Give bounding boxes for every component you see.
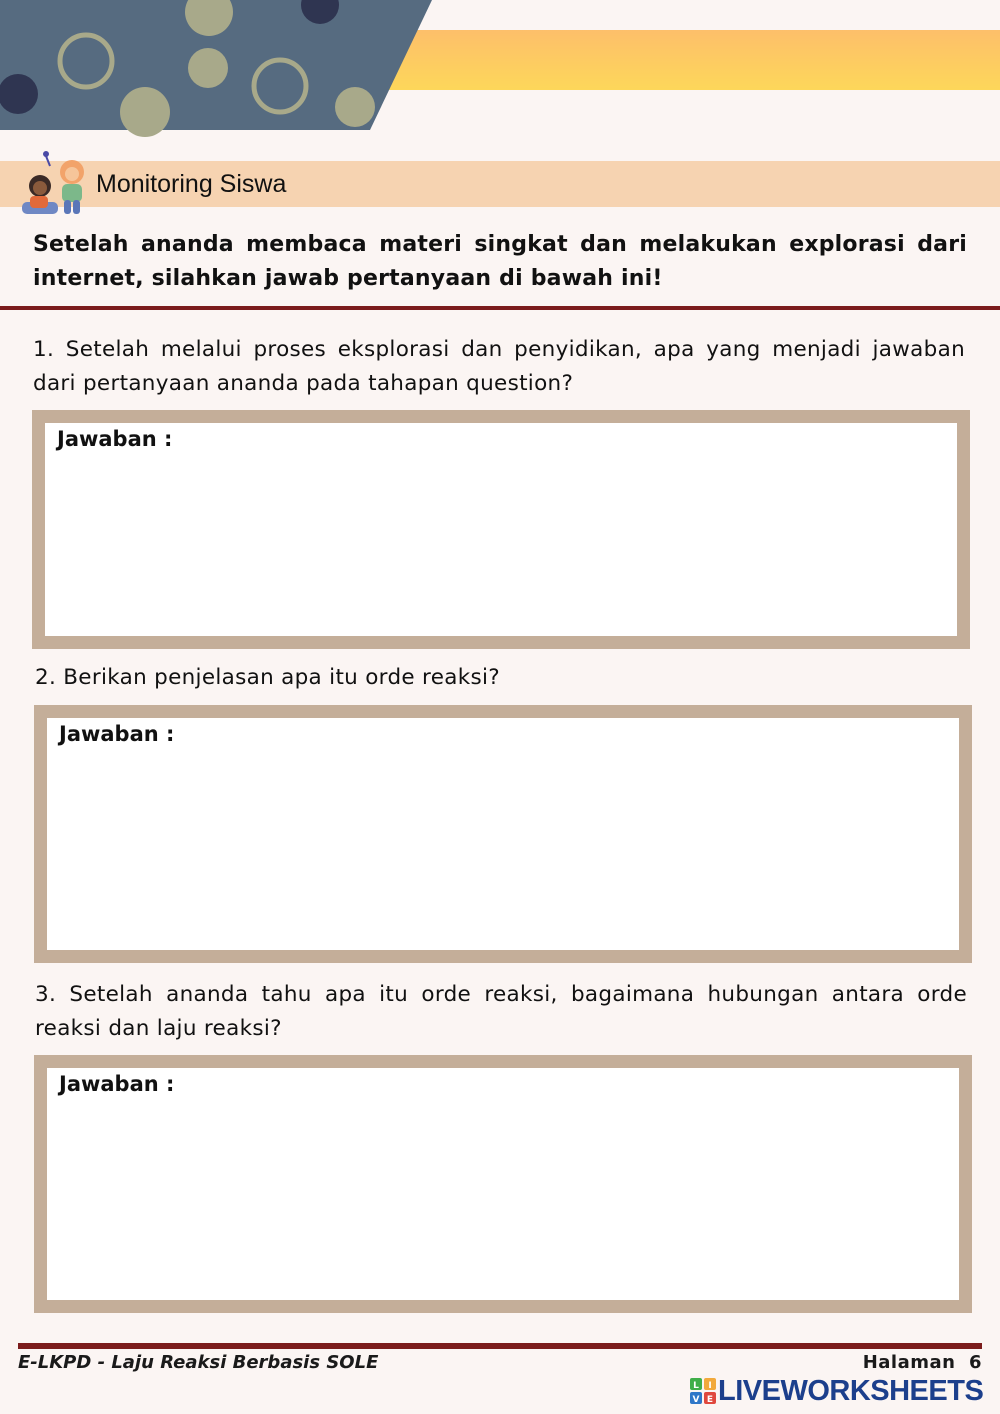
question-1: 1. Setelah melalui proses eksplorasi dan penyidikan, apa yang menjadi jawaban dari pertanyaan ananda pada tahapan question?: [33, 337, 965, 396]
liveworksheets-wordmark: LIVEWORKSHEETS: [718, 1375, 984, 1407]
children-illustration: [20, 150, 92, 218]
section-title: Monitoring Siswa: [96, 170, 287, 198]
answer-label: Jawaban :: [57, 427, 173, 451]
header-decoration: [0, 0, 1000, 150]
answer-label: Jawaban :: [59, 1072, 175, 1096]
instruction-text: Setelah ananda membaca materi singkat dan melakukan explorasi dari internet, silahkan jawab pertanyaan di bawah ini!: [33, 232, 967, 291]
answer-box-2[interactable]: [34, 705, 972, 963]
icon-letter-i: I: [708, 1381, 712, 1391]
orange-band: [380, 30, 1000, 90]
dot-olive: [188, 48, 228, 88]
divider-bottom: [18, 1343, 982, 1349]
icon-letter-l: L: [693, 1381, 699, 1391]
footer-document-title: E-LKPD - Laju Reaksi Berbasis SOLE: [18, 1352, 379, 1373]
footer-page-number: Halaman 6: [862, 1352, 982, 1373]
liveworksheets-icon: [690, 1378, 716, 1404]
icon-letter-e: E: [706, 1395, 714, 1404]
dot-olive: [120, 87, 170, 137]
divider-top: [0, 306, 1000, 310]
dot-olive: [335, 87, 375, 127]
question-2: 2. Berikan penjelasan apa itu orde reaksi?: [35, 665, 500, 690]
question-3: 3. Setelah ananda tahu apa itu orde reaksi, bagaimana hubungan antara orde reaksi dan laju reaksi?: [35, 982, 967, 1041]
icon-letter-v: V: [692, 1395, 700, 1404]
answer-box-3[interactable]: [34, 1055, 972, 1313]
answer-box-1[interactable]: [32, 410, 970, 649]
liveworksheets-logo[interactable]: [690, 1376, 983, 1406]
answer-label: Jawaban :: [59, 722, 175, 746]
